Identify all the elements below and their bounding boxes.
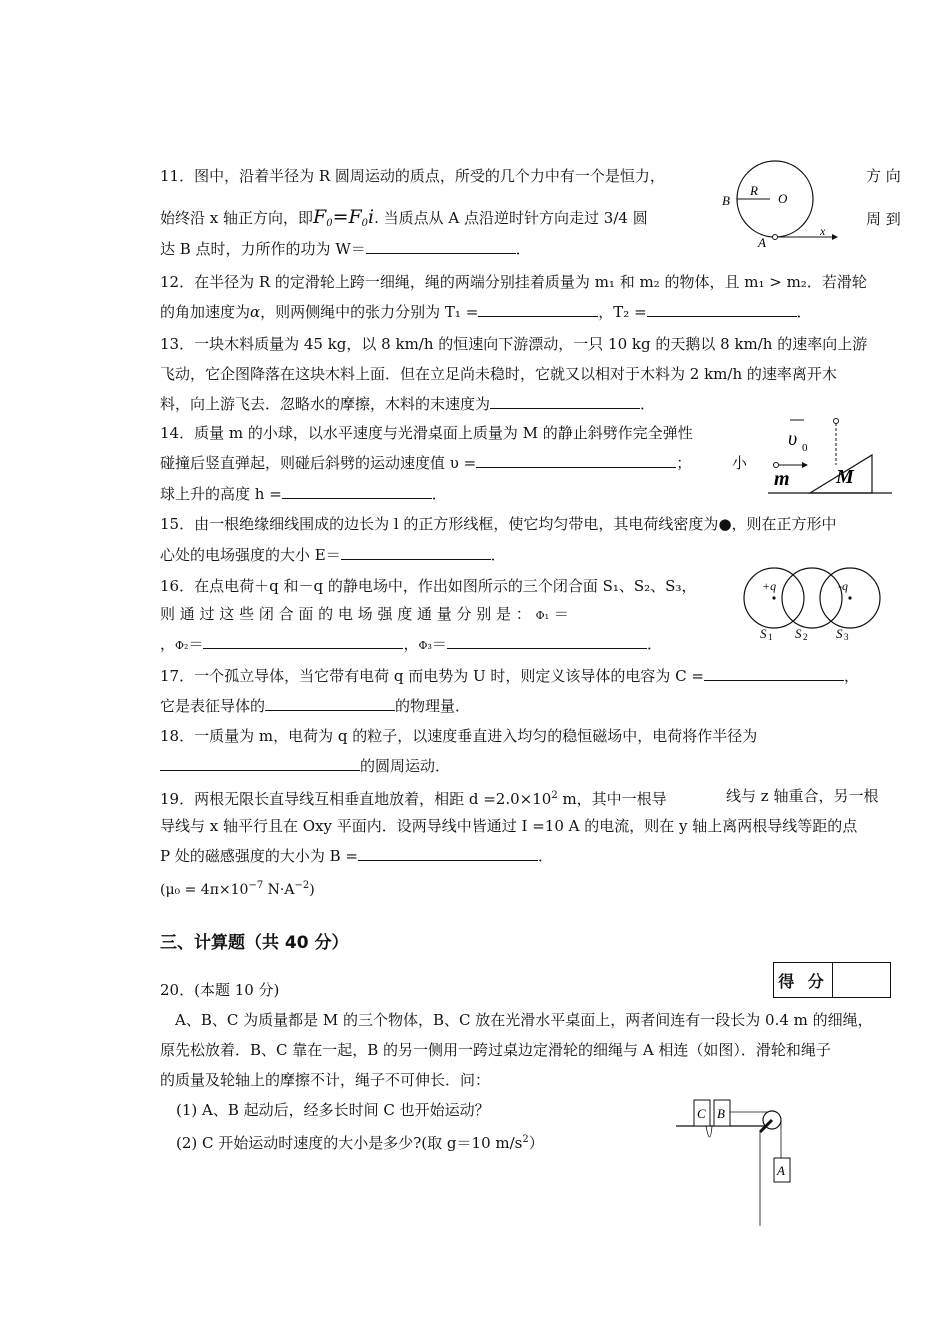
q20-title: 20．(本题 10 分): [160, 981, 280, 999]
q18-line1: 18．一质量为 m，电荷为 q 的粒子，以速度垂直进入均匀的稳恒磁场中，电荷将作半径为: [160, 727, 758, 745]
answer-blank[interactable]: [366, 239, 516, 254]
flux-symbol: Φ₂: [175, 639, 189, 652]
svg-text:3: 3: [844, 632, 849, 642]
answer-blank[interactable]: [476, 453, 676, 468]
q19-line1-right: 线与 z 轴重合，另一根: [726, 787, 879, 805]
answer-blank[interactable]: [160, 756, 360, 771]
q20-line3: 原先松放着．B、C 靠在一起，B 的另一侧用一跨过桌边定滑轮的细绳与 A 相连（如图）．滑轮和绳子: [160, 1041, 831, 1059]
answer-blank[interactable]: [358, 846, 538, 861]
label-o: O: [778, 191, 788, 206]
surface-s2: [782, 568, 842, 628]
q12-line2: 的角加速度为α，则两侧绳中的张力分别为 T₁ = ，T₂ = ．: [160, 303, 812, 321]
label-b: B: [722, 193, 730, 208]
q16-line1: 16．在点电荷＋q 和－q 的静电场中，作出如图所示的三个闭合面 S₁、S₂、S₃，: [160, 577, 697, 595]
alpha-symbol: α: [250, 303, 261, 321]
q14-line3: 球上升的高度 h = ．: [160, 485, 447, 503]
force-formula: $F_0=F_0i$: [313, 206, 375, 229]
svg-text:S: S: [795, 626, 802, 641]
q11-line3: 达 B 点时，力所作的功为 W＝ ．: [160, 240, 531, 258]
q14-line2: 碰撞后竖直弹起，则碰后斜劈的运动速度值 υ = ；: [160, 454, 692, 472]
lambda-symbol: ●: [718, 515, 732, 533]
answer-blank[interactable]: [478, 302, 598, 317]
q20-line2: A、B、C 为质量都是 M 的三个物体，B、C 放在光滑水平桌面上，两者间连有一段长为 0.4 m 的细绳，: [175, 1011, 873, 1029]
q20-line4: 的质量及轮轴上的摩擦不计，绳子不可伸长．问：: [160, 1071, 491, 1089]
q20-part1: (1) A、B 起动后，经多长时间 C 也开始运动？: [176, 1101, 490, 1119]
score-box: [773, 962, 891, 998]
score-cell[interactable]: [833, 963, 890, 997]
label-v0: υ: [788, 428, 798, 450]
answer-blank[interactable]: [282, 484, 432, 499]
q15-line1: 15．由一根绝缘细线围成的边长为 l 的正方形线框，使它均匀带电，其电荷线密度为●，则在正方形中: [160, 515, 837, 533]
flux-symbol: Φ₁: [535, 609, 550, 622]
q19-line3: P 处的磁感强度的大小为 B = ．: [160, 847, 554, 865]
q17-line1: 17．一个孤立导体，当它带有电荷 q 而电势为 U 时，则定义该导体的电容为 C = ，: [160, 667, 860, 685]
flux-symbol: Φ₃: [418, 639, 432, 652]
q13-line3: 料，向上游飞去．忽略水的摩擦，木料的末速度为 ．: [160, 395, 656, 413]
svg-text:2: 2: [803, 632, 808, 642]
pulley-figure: [676, 1096, 816, 1231]
answer-blank[interactable]: [447, 634, 647, 649]
q17-line2: 它是表征导体的 的物理量．: [160, 697, 471, 715]
answer-blank[interactable]: [704, 666, 844, 681]
q16-line2: 则 通 过 这 些 闭 合 面 的 电 场 强 度 通 量 分 别 是 ： Φ₁ ＝: [160, 605, 569, 623]
label-a: A: [758, 235, 766, 250]
svg-text:B: B: [717, 1106, 725, 1121]
section-heading: 三、计算题（共 40 分）: [160, 933, 349, 953]
label-m: m: [774, 468, 790, 490]
answer-blank[interactable]: [647, 302, 797, 317]
answer-blank[interactable]: [341, 545, 491, 560]
svg-text:1: 1: [768, 632, 773, 642]
q20-part2: (2) C 开始运动时速度的大小是多少?(取 g＝10 $m/s^2$）: [176, 1134, 544, 1152]
svg-text:A: A: [777, 1163, 785, 1178]
charge-plus: +q: [762, 579, 777, 593]
q15-line2: 心处的电场强度的大小 E＝ ．: [160, 546, 506, 564]
svg-text:S: S: [760, 626, 767, 641]
q18-line2: 的圆周运动．: [160, 756, 450, 776]
answer-blank[interactable]: [490, 394, 640, 409]
q16-line3: ，Φ₂＝ ，Φ₃＝ ．: [160, 635, 662, 653]
q13-line2: 飞动，它企图降落在这块木料上面．但在立足尚未稳时，它就又以相对于木料为 2 km/h 的速率离开木: [160, 365, 837, 383]
charge-minus: -q: [838, 579, 848, 593]
q11-line1: 11．图中，沿着半径为 R 圆周运动的质点，所受的几个力中有一个是恒力，: [160, 167, 665, 185]
q11-line1-right: 方 向: [866, 167, 901, 185]
q14-line1: 14．质量 m 的小球，以水平速度与光滑桌面上质量为 M 的静止斜劈作完全弹性: [160, 424, 693, 442]
q12-line1: 12．在半径为 R 的定滑轮上跨一细绳，绳的两端分别挂着质量为 m₁ 和 m₂ 的物体，且 m₁ > m₂．若滑轮: [160, 273, 867, 291]
q19-line1: 19．两根无限长直导线互相垂直地放着，相距 $d =2.0\times 10^2$ m，其中一根导: [160, 790, 667, 808]
q19-constant: ($\mu_0 = 4\pi\times 10^{-7}$ $N\cdot A^{-2}$): [160, 880, 315, 898]
gaussian-surfaces-figure: [742, 560, 882, 645]
answer-blank[interactable]: [265, 696, 395, 711]
svg-text:0: 0: [802, 442, 808, 454]
answer-blank[interactable]: [203, 634, 403, 649]
q11-line2-right: 周 到: [866, 210, 901, 228]
circle-figure: [720, 155, 860, 255]
svg-text:C: C: [697, 1106, 706, 1121]
wedge-figure: [768, 415, 893, 500]
label-x: x: [820, 224, 826, 238]
svg-text:S: S: [836, 626, 843, 641]
label-r: R: [750, 183, 758, 198]
q14-line2-right: 小: [732, 454, 748, 472]
q19-line2: 导线与 x 轴平行且在 Oxy 平面内．设两导线中皆通过 I =10 A 的电流，则在 y 轴上离两根导线等距的点: [160, 817, 858, 835]
label-big-m: M: [836, 466, 854, 488]
score-label: 得 分: [774, 963, 833, 997]
q13-line1: 13．一块木料质量为 45 kg，以 8 km/h 的恒速向下游漂动，一只 10 kg 的天鹅以 8 km/h 的速率向上游: [160, 335, 868, 353]
q11-line2: 始终沿 x 轴正方向，即$F_0=F_0i$. 当质点从 A 点沿逆时针方向走过 3/4 圆: [160, 206, 648, 229]
